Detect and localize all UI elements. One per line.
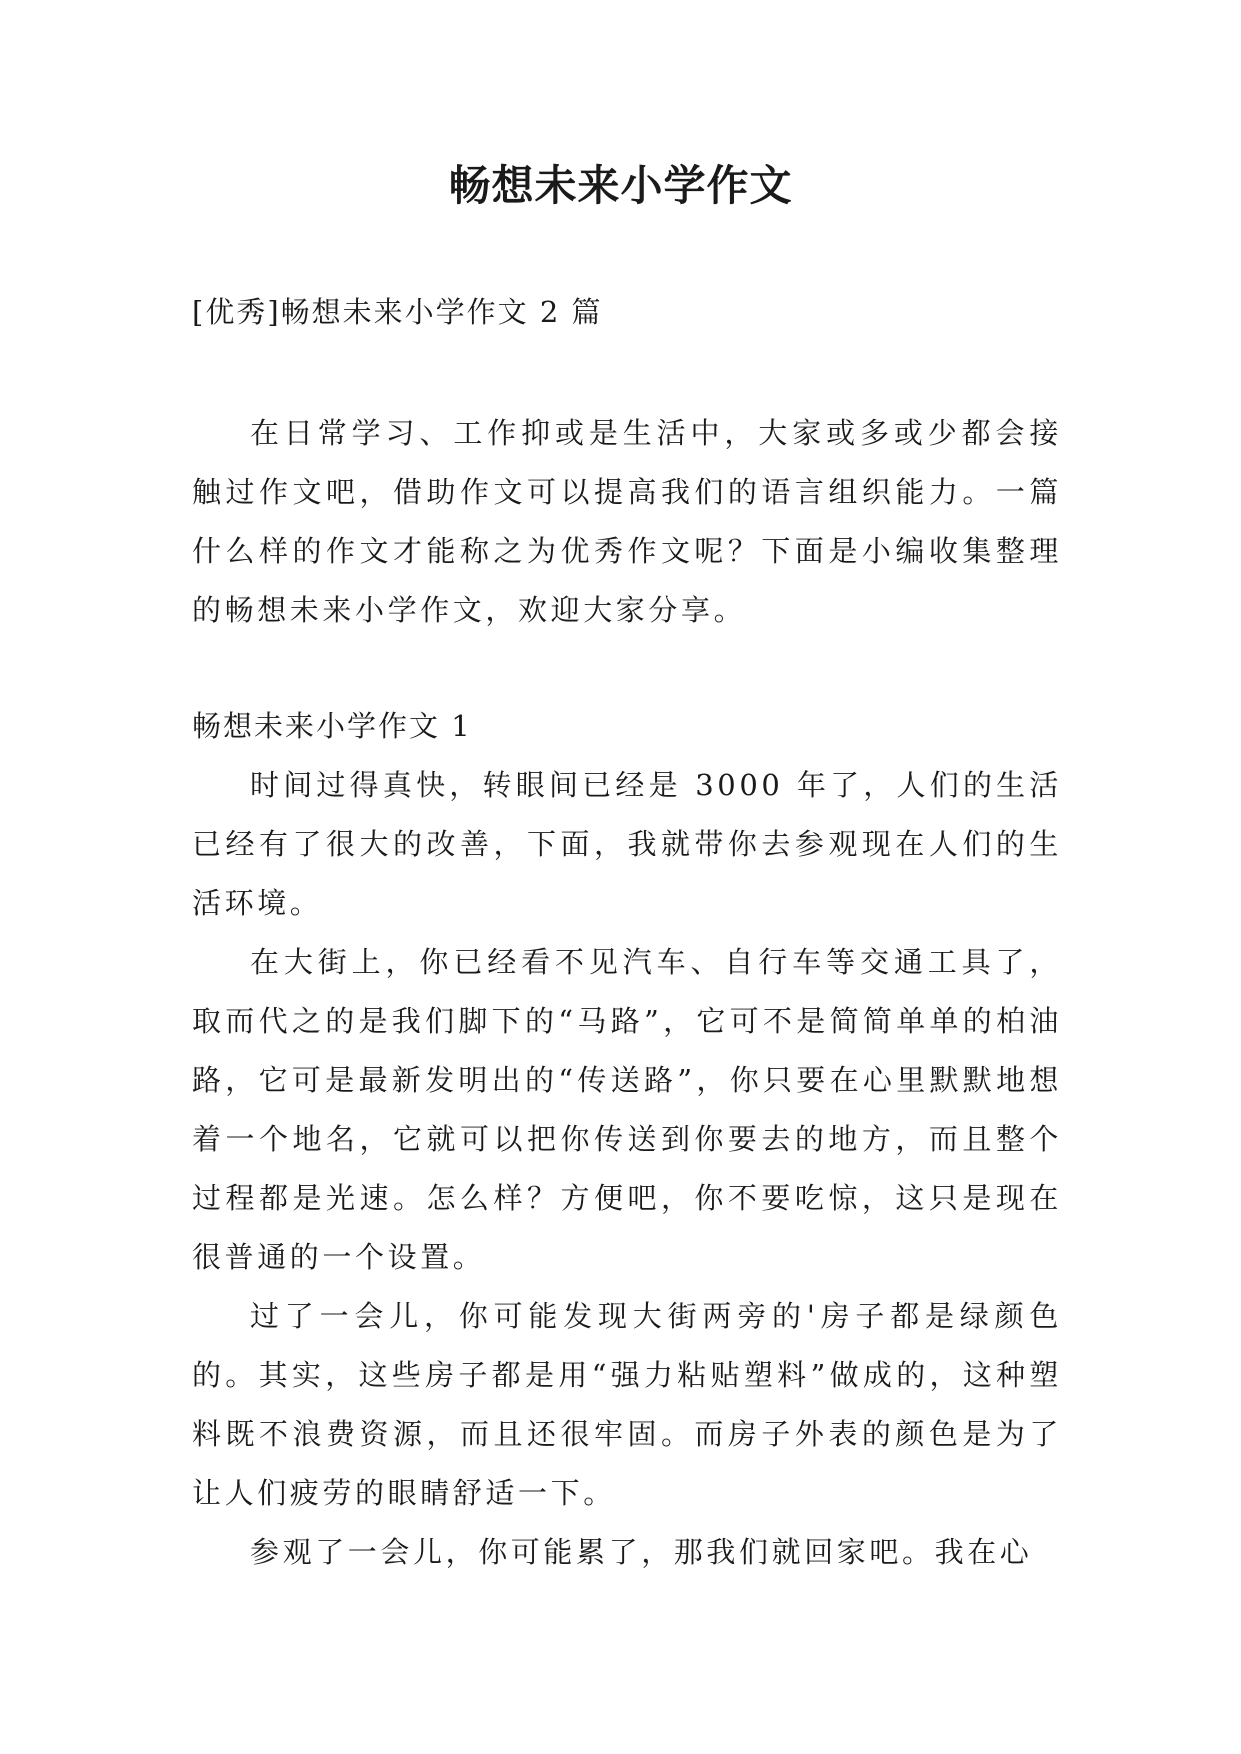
- body-paragraph: 在大街上，你已经看不见汽车、自行车等交通工具了，取而代之的是我们脚下的“马路”，它可不是简简单单的柏油路，它可是最新发明出的“传送路”，你只要在心里默默地想着一个地名，它就可以把你传送到你要去的地方，而且整个过程都是光速。怎么样？方便吧，你不要吃惊，这只是现在很普通的一个设置。: [192, 945, 1062, 1274]
- intro-paragraph: 在日常学习、工作抑或是生活中，大家或多或少都会接触过作文吧，借助作文可以提高我们的语言组织能力。一篇什么样的作文才能称之为优秀作文呢？下面是小编收集整理的畅想未来小学作文，欢迎大家分享。: [192, 416, 1062, 627]
- body-paragraph: 时间过得真快，转眼间已经是 3000 年了，人们的生活已经有了很大的改善，下面，我就带你去参观现在人们的生活环境。: [192, 768, 1062, 920]
- body-paragraph: 参观了一会儿，你可能累了，那我们就回家吧。我在心: [250, 1535, 1033, 1569]
- section-heading: 畅想未来小学作文 1: [192, 709, 472, 743]
- document-subtitle: [优秀]畅想未来小学作文 2 篇: [192, 295, 603, 329]
- body-paragraph: 过了一会儿，你可能发现大街两旁的'房子都是绿颜色的。其实，这些房子都是用“强力粘贴塑料”做成的，这种塑料既不浪费资源，而且还很牢固。而房子外表的颜色是为了让人们疲劳的眼睛舒适一下。: [192, 1299, 1062, 1510]
- document-title: 畅想未来小学作文: [448, 161, 793, 210]
